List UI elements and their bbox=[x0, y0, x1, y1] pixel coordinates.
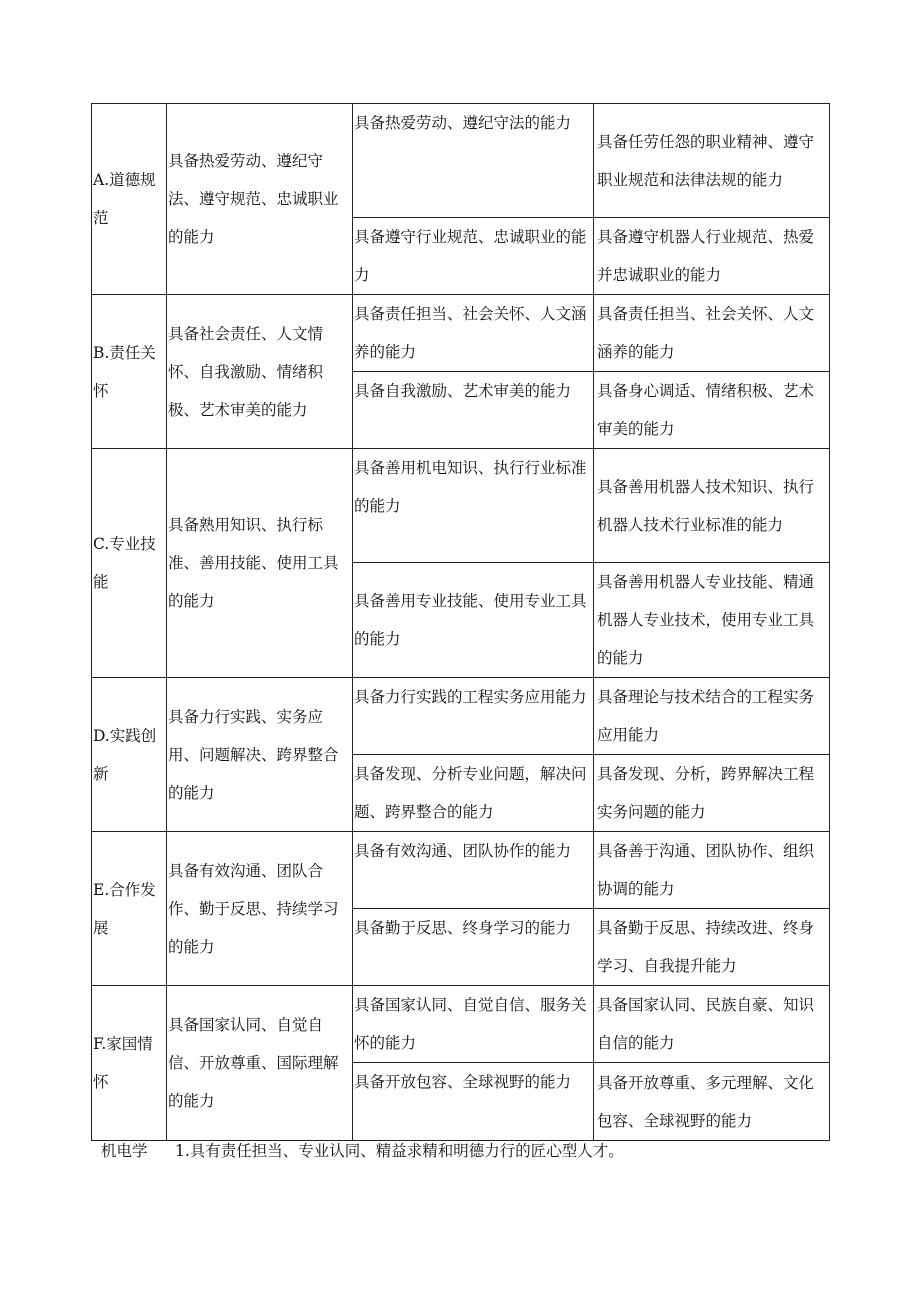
category-cell: D.实践创新 bbox=[92, 678, 167, 832]
category-cell: A.道德规范 bbox=[92, 104, 167, 295]
standard-cell: 具备善用机器人技术知识、执行机器人技术行业标准的能力 bbox=[594, 449, 830, 563]
category-cell: C.专业技能 bbox=[92, 449, 167, 678]
table-row bbox=[92, 295, 830, 372]
requirement-cell: 具备开放包容、全球视野的能力 bbox=[353, 1063, 594, 1141]
requirement-cell: 具备遵守行业规范、忠诚职业的能力 bbox=[353, 218, 594, 295]
category-cell: F.家国情怀 bbox=[92, 986, 167, 1141]
standard-cell: 具备任劳任怨的职业精神、遵守职业规范和法律法规的能力 bbox=[594, 104, 830, 218]
standard-cell: 具备国家认同、民族自豪、知识自信的能力 bbox=[594, 986, 830, 1063]
requirement-cell: 具备有效沟通、团队协作的能力 bbox=[353, 832, 594, 909]
requirement-cell: 具备自我激励、艺术审美的能力 bbox=[353, 372, 594, 449]
standard-cell: 具备责任担当、社会关怀、人文涵养的能力 bbox=[594, 295, 830, 372]
standard-cell: 具备理论与技术结合的工程实务应用能力 bbox=[594, 678, 830, 755]
category-cell: E.合作发展 bbox=[92, 832, 167, 986]
standard-cell: 具备遵守机器人行业规范、热爱并忠诚职业的能力 bbox=[594, 218, 830, 295]
summary-cell: 具备熟用知识、执行标准、善用技能、使用工具的能力 bbox=[167, 449, 353, 678]
table-row bbox=[92, 832, 830, 909]
requirement-cell: 具备勤于反思、终身学习的能力 bbox=[353, 909, 594, 986]
summary-cell: 具备热爱劳动、遵纪守法、遵守规范、忠诚职业的能力 bbox=[167, 104, 353, 295]
table-row bbox=[92, 986, 830, 1063]
summary-cell: 具备国家认同、自觉自信、开放尊重、国际理解的能力 bbox=[167, 986, 353, 1141]
requirement-cell: 具备善用机电知识、执行行业标准的能力 bbox=[353, 449, 594, 563]
competency-table bbox=[91, 103, 830, 1141]
requirement-cell: 具备热爱劳动、遵纪守法的能力 bbox=[353, 104, 594, 218]
requirement-cell: 具备责任担当、社会关怀、人文涵养的能力 bbox=[353, 295, 594, 372]
requirement-cell: 具备力行实践的工程实务应用能力 bbox=[353, 678, 594, 755]
table-row bbox=[92, 104, 830, 218]
footer-label: 机电学 bbox=[101, 1142, 148, 1160]
table-row bbox=[92, 449, 830, 563]
standard-cell: 具备善于沟通、团队协作、组织协调的能力 bbox=[594, 832, 830, 909]
requirement-cell: 具备发现、分析专业问题，解决问题、跨界整合的能力 bbox=[353, 755, 594, 832]
standard-cell: 具备身心调适、情绪积极、艺术审美的能力 bbox=[594, 372, 830, 449]
category-cell: B.责任关怀 bbox=[92, 295, 167, 449]
standard-cell: 具备勤于反思、持续改进、终身学习、自我提升能力 bbox=[594, 909, 830, 986]
standard-cell: 具备发现、分析，跨界解决工程实务问题的能力 bbox=[594, 755, 830, 832]
requirement-cell: 具备善用专业技能、使用专业工具的能力 bbox=[353, 563, 594, 678]
requirement-cell: 具备国家认同、自觉自信、服务关怀的能力 bbox=[353, 986, 594, 1063]
table-row bbox=[92, 678, 830, 755]
footer-line bbox=[101, 1139, 624, 1163]
summary-cell: 具备社会责任、人文情怀、自我激励、情绪积极、艺术审美的能力 bbox=[167, 295, 353, 449]
standard-cell: 具备开放尊重、多元理解、文化包容、全球视野的能力 bbox=[594, 1063, 830, 1141]
footer-text: 1.具有责任担当、专业认同、精益求精和明德力行的匠心型人才。 bbox=[175, 1142, 624, 1160]
summary-cell: 具备力行实践、实务应用、问题解决、跨界整合的能力 bbox=[167, 678, 353, 832]
standard-cell: 具备善用机器人专业技能、精通机器人专业技术，使用专业工具的能力 bbox=[594, 563, 830, 678]
summary-cell: 具备有效沟通、团队合作、勤于反思、持续学习的能力 bbox=[167, 832, 353, 986]
